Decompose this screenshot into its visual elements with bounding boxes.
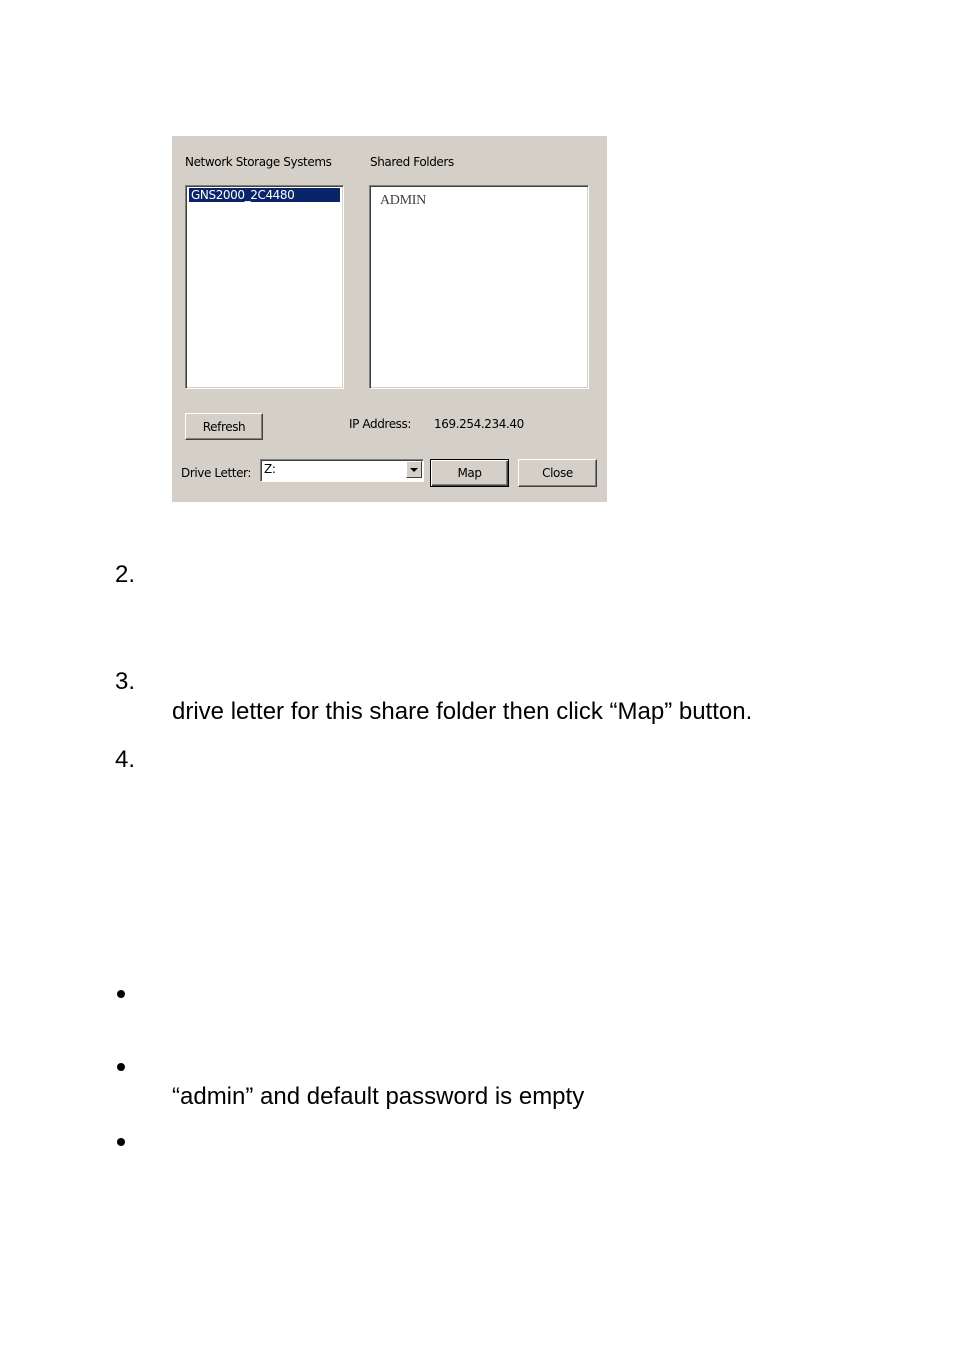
step-4-number: 4. (115, 746, 136, 773)
drive-letter-value: Z: (264, 462, 276, 476)
bullet-2-text: “admin” and default password is empty (172, 1083, 585, 1110)
folders-label: Shared Folders (370, 155, 454, 169)
drive-letter-label: Drive Letter: (181, 466, 252, 480)
drive-letter-select[interactable] (260, 459, 424, 482)
systems-listbox[interactable] (185, 185, 344, 389)
chevron-down-icon[interactable] (406, 461, 422, 478)
systems-label: Network Storage Systems (185, 155, 332, 169)
map-button[interactable]: Map (430, 459, 509, 487)
bullet-3 (117, 1138, 125, 1146)
ip-address-value: 169.254.234.40 (434, 417, 524, 431)
folders-listbox[interactable] (369, 185, 589, 389)
ip-address-label: IP Address: (349, 417, 412, 431)
step-3-text: drive letter for this share folder then click “Map” button. (172, 698, 753, 725)
folder-list-item[interactable]: ADMIN (380, 193, 426, 208)
close-button[interactable]: Close (518, 459, 597, 487)
systems-list-item[interactable]: GNS2000_2C4480 (189, 188, 340, 202)
step-2-number: 2. (115, 561, 136, 588)
map-drive-dialog (172, 136, 607, 502)
step-3-number: 3. (115, 668, 136, 695)
bullet-1 (117, 990, 125, 998)
refresh-button[interactable]: Refresh (185, 413, 263, 440)
bullet-2 (117, 1063, 125, 1071)
